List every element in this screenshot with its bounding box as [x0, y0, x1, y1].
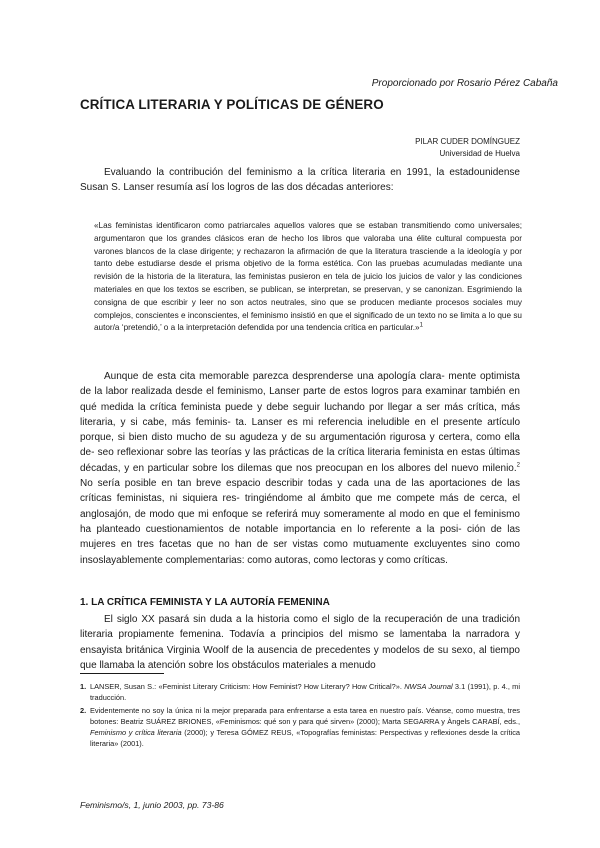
paragraph-section-1: El siglo XX pasará sin duda a la historia como el siglo de la recuperación de una tradición literaria propiamente femenina. Todavía a principios del mismo se lamentaba la narradora y ensayista británica Virginia Woolf de la ausencia de precedentes y modelos de su sexo, al tiempo que llamaba la atención sobre los obstáculos materiales a menudo	[80, 614, 520, 671]
paragraph-discussion-part-a: Aunque de esta cita memorable parezca desprenderse una apología clara- mente optimista de la labor realizada desde el feminismo, Lanser parte de estos logros para examinar también en qué medida la crítica feminista puede y debe seguir luchando por llegar a ser más crítica, más literaria, y si cabe, más feminis- ta. Lanser es mi referencia ineludible en el presente artículo porque, si bien disto mucho de su agudeza y de su argumentación rigurosa y certera, como ella de- seo reflexionar sobre las teorías y las prácticas de la crítica literaria feminista en estas últimas décadas, y en particular sobre los dilemas que nos preocupan en los albores del nuevo milenio.	[80, 371, 520, 474]
section-heading: 1. LA CRÍTICA FEMINISTA Y LA AUTORÍA FEMENINA	[80, 597, 330, 608]
provided-by-note: Proporcionado por Rosario Pérez Cabaña	[371, 78, 558, 89]
block-quote	[94, 220, 522, 335]
footnote-2	[80, 705, 520, 749]
author-affiliation: Universidad de Huelva	[439, 149, 520, 158]
paragraph-discussion-part-b: No sería posible en tan breve espacio describir todas y cada una de las aportaciones de las críticas feministas, ni siquiera res- tringiéndome al ámbito que me compete más de cerca, el anglosajón, de modo que mi enfoque se referirá muy someramente al modo en que el feminismo ha planteado cuestionamientos de notable importancia en lo referente a la posi- ción de las mujeres en tres facetas que no han de ser vistas como mutuamente excluyentes sino como insoslayablemente complementarias: como autoras, como lectoras y como críticas.	[80, 478, 520, 566]
paragraph-intro: Evaluando la contribución del feminismo a la crítica literaria en 1991, la estadounidense Susan S. Lanser resumía así los logros de las dos décadas anteriores:	[80, 167, 520, 194]
footnote-italic-title: NWSA Journal	[404, 682, 453, 691]
author-block	[415, 136, 520, 160]
footnote-number: 2.	[80, 706, 87, 715]
footnote-text-end: (2000); y Teresa GÓMEZ REUS, «Topografías feministas: Perspectivas y reflexiones desde la crítica literaria» (2001).	[90, 728, 521, 748]
footnote-text-end: 3.1 (1991), p. 4., mi traducción.	[90, 682, 520, 702]
footnote-number: 1.	[80, 682, 87, 691]
footnote-text: Evidentemente no soy la única ni la mejor preparada para enfrentarse a esta tarea en nuestro país. Véanse, como muestra, tres botones: Beatriz SUÁREZ BRIONES, «Feminismos: qué son y para qué sirven» (2000); Marta SEGARRA y Àngels CARABÍ, eds.,	[90, 706, 520, 726]
footnote-ref-2[interactable]: 2	[516, 462, 520, 469]
footnote-italic-title: Feminismo y crítica literaria	[90, 728, 182, 737]
journal-citation: Feminismo/s, 1, junio 2003, pp. 73-86	[80, 800, 224, 810]
footnote-text: LANSER, Susan S.: «Feminist Literary Criticism: How Feminist? How Literary? How Critical?».	[90, 682, 405, 691]
footnote-ref-1[interactable]: 1	[419, 322, 423, 329]
quote-text: «Las feministas identificaron como patriarcales aquellos valores que se estaban transmitiendo como universales; argumentaron que los grandes clásicos eran de hecho los libros que valoraba una élite cultural compuesta por varones blancos de la clase dirigente; y rechazaron la afirmación de que la literatura trasciende a la ideología y por tanto debe estudiarse desde el prisma objetivo de la forma estética. Con las pruebas acumuladas mediante una revisión de la historia de la literatura, las feministas pusieron en tela de juicio los juicios de valor y las condiciones materiales en que los textos se escriben, se publican, se interpretan, se preservan, y se canonizan. Esgrimiendo la consigna de que escribir y leer no son actos neutrales, sino que se producen mediante procesos sociales muy complejos, conscientes e inconscientes, el feminismo insistió en que el significado de un texto no se limita a lo que su autor/a ‘pretendió,’ o a la interpretación defendida por una tendencia crítica en particular.»	[94, 221, 522, 333]
footnote-divider	[80, 673, 164, 674]
article-title: CRÍTICA LITERARIA Y POLÍTICAS DE GÉNERO	[80, 97, 384, 112]
author-name: PILAR CUDER DOMÍNGUEZ	[415, 137, 520, 146]
footnote-1	[80, 681, 520, 703]
paragraph-discussion	[80, 369, 520, 568]
